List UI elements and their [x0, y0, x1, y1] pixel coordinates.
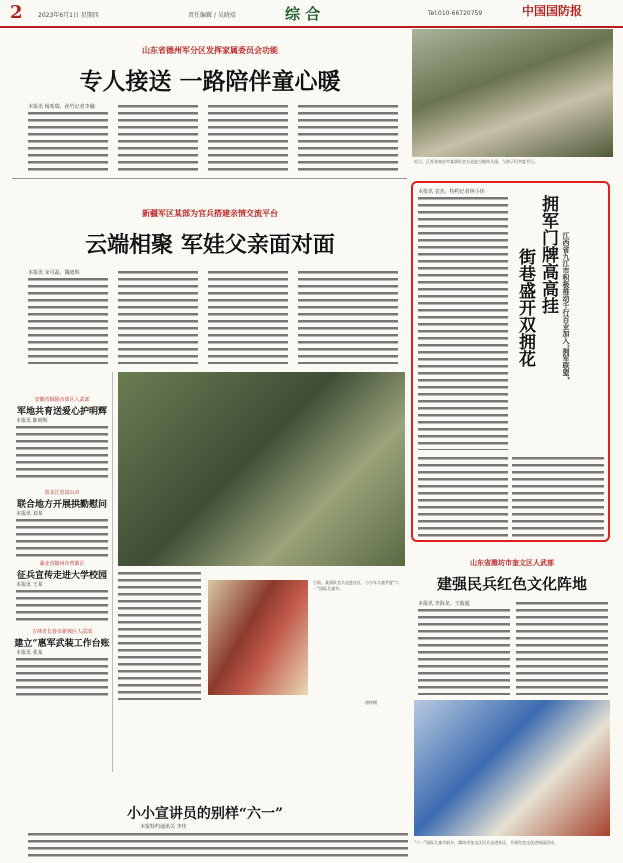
telephone: Tel:010-66720759: [428, 10, 483, 17]
highlight-byline: 本报讯 袁杰、特约记者林小伟: [418, 189, 485, 195]
highlight-title-line2: 街巷盛开双拥花: [515, 248, 535, 367]
side-item-1-byline: 本报讯 陈明辉: [16, 418, 48, 424]
divider: [12, 178, 407, 179]
bottom-article-title: 小小宣讲员的别样“六一”: [126, 806, 284, 822]
page-number: 2: [10, 2, 23, 23]
mid-article-column-4: [298, 269, 398, 364]
photographer-credit: 唐梓摄: [365, 700, 377, 705]
side-item-1-kicker: 安徽省铜陵市郊区人武部: [34, 397, 90, 403]
issue-date: 2023年6月1日 星期四: [38, 12, 99, 19]
side-item-3-kicker: 湖北省随州市曾都区: [39, 561, 85, 567]
side-item-2-body: [16, 517, 108, 559]
mid-article-title: 云端相聚 军娃父亲面对面: [85, 232, 335, 258]
section-title: 综 合: [285, 5, 321, 23]
side-item-3-title: 征兵宣传走进大学校园: [16, 571, 107, 581]
right-article-column-1: [418, 607, 510, 695]
mid-article-column-2: [118, 269, 198, 364]
top-article-title: 专人接送 一路陪伴童心暖: [79, 68, 341, 95]
highlight-box: [411, 181, 610, 542]
top-article-column-2: [118, 103, 198, 174]
top-article-column-3: [208, 103, 288, 174]
center-photo: [118, 372, 405, 566]
bottom-right-photo-caption: “六一”国际儿童节前夕，潍坊市奎文区民兵走进社区，开展红色文化进校园活动。: [414, 840, 559, 845]
top-right-photo-caption: 近日，江苏省南京市某部队官兵走进当地幼儿园，与孩子们共度节日。: [414, 159, 538, 164]
side-item-3-byline: 本报讯 王某: [16, 582, 43, 588]
top-article-column-1: [28, 110, 108, 174]
right-article-column-2: [516, 600, 608, 695]
right-article-kicker: 山东省潍坊市奎文区人武部: [470, 559, 554, 567]
top-article-column-4: [298, 103, 398, 174]
lower-left-photo: [208, 580, 308, 695]
top-article-byline: 本报讯 杨希瑞、孙竹记者李融: [28, 104, 95, 110]
side-item-4-title: 建立“惠军武装工作台账: [14, 639, 110, 649]
top-article-kicker: 山东省德州军分区发挥家属委员会功能: [142, 46, 278, 55]
side-item-4-body: [16, 656, 108, 698]
side-item-1-body: [16, 424, 108, 480]
lower-photo-caption: 日前，某部队官兵走进社区，与少年儿童共度“六一”国际儿童节。: [313, 580, 400, 591]
highlight-title-line1: 拥军门牌高高挂: [538, 195, 558, 314]
newspaper-logo: 中国国防报: [522, 4, 583, 18]
side-item-2-kicker: 黑龙江省富山市: [44, 490, 80, 496]
side-item-3-body: [16, 588, 108, 623]
side-item-1-title: 军地共育送爱心护明辉: [16, 407, 107, 417]
bottom-right-photo: [414, 700, 610, 836]
top-right-photo: [412, 29, 613, 157]
side-item-2-title: 联合地方开展拱勤慰问: [16, 500, 107, 510]
right-article-title: 建强民兵红色文化阵地: [436, 575, 587, 593]
center-text-column: [118, 570, 201, 700]
highlight-kicker: 江西省九江市积极推动千行百业加入“拥军联盟”: [562, 232, 571, 381]
side-item-2-byline: 本报讯 刘某: [16, 511, 43, 517]
bottom-article-body: [28, 831, 408, 859]
right-article-byline: 本报讯 李海龙、王俊超: [418, 601, 470, 607]
mid-article-column-1: [28, 276, 108, 364]
column-divider: [112, 372, 113, 772]
mid-article-byline: 本报讯 宋可磊、魏旭辉: [28, 270, 80, 276]
side-item-4-kicker: 吉林省长春市新城区人武部: [31, 629, 92, 635]
mid-article-column-3: [208, 269, 288, 364]
mid-article-kicker: 新疆军区某部为官兵搭建亲情交流平台: [142, 209, 278, 218]
bottom-article-byline: 本报特约通讯员 李佳: [140, 824, 187, 830]
editor-credit: 责任编辑 / 吴晓靖: [188, 12, 236, 19]
side-item-4-byline: 本报讯 张某: [16, 650, 43, 656]
